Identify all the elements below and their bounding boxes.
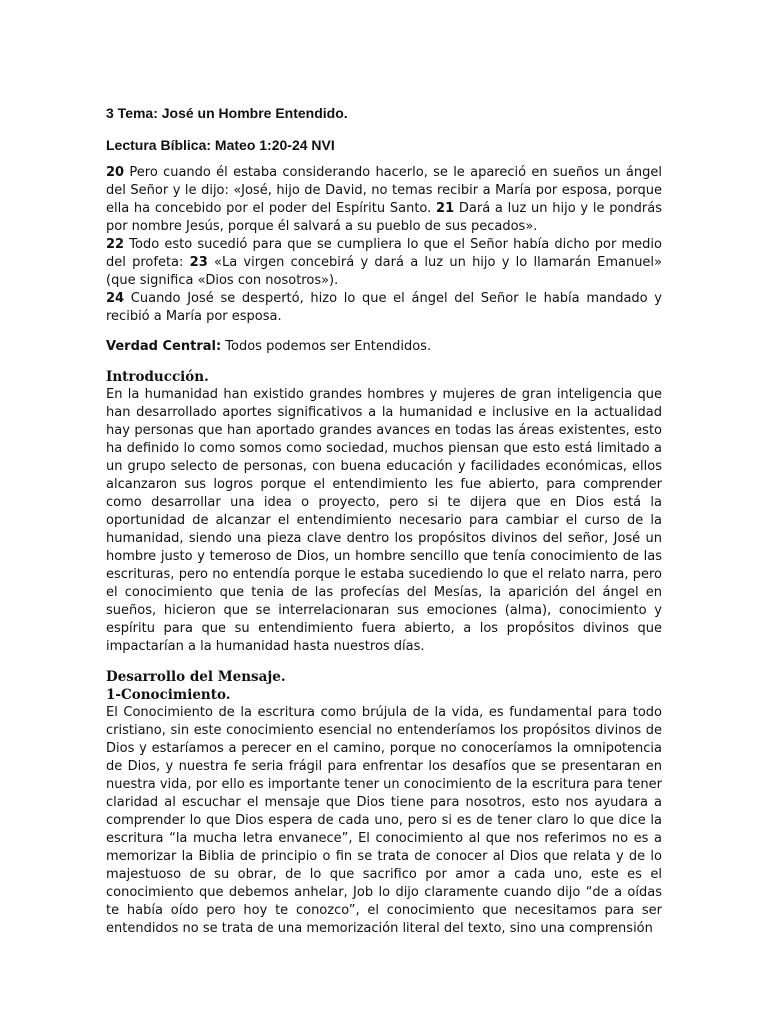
bible-reading-heading: Lectura Bíblica: Mateo 1:20-24 NVI: [106, 137, 335, 153]
verse-text-23: «La virgen concebirá y dará a luz un hijo y lo llamarán Emanuel» (que significa «Dios con nosotros»).: [106, 255, 662, 288]
verse-number-20: 20: [106, 165, 125, 180]
development-paragraph: El Conocimiento de la escritura como brújula de la vida, es fundamental para todo cristiano, sin este conocimiento esencial no entenderíamos los propósitos divinos de Dios y estaríamos a perecer en el camino, porque no conoceríamos la omnipotencia de Dios, y nuestra fe seria frágil para enfrentar los desafíos que se presentaran en nuestra vida, por ello es importante tener un conocimiento de la escritura para tener claridad al escuchar el mensaje que Dios tiene para nosotros, esto nos ayudara a comprender lo que Dios espera de cada uno, pero si es de tener claro lo que dice la escritura “la mucha letra envanece”, El conocimiento al que nos referimos no es a memorizar la Biblia de principio o fin se trata de conocer al Dios que relata y de lo majestuoso de su obrar, de lo que sacrifico por amor a cada uno, este es el conocimiento que debemos anhelar, Job lo dijo claramente cuando dijo “de a oídas te había oído pero hoy te conozco”, el conocimiento que necesitamos para ser entendidos no se trata de una memorización literal del texto, sino una comprensión: [106, 705, 662, 936]
document-page: [106, 104, 662, 938]
verse-text-20: Pero cuando él estaba considerando hacerlo, se le apareció en sueños un ángel del Señor y le dijo: «José, hijo de David, no temas recibir a María por esposa, porque ella ha concebido por el poder del Espíritu Santo.: [106, 165, 662, 216]
verse-number-21: 21: [436, 201, 455, 216]
verse-number-23: 23: [189, 255, 208, 270]
intro-title: Introducción.: [106, 369, 209, 385]
verse-number-24: 24: [106, 291, 125, 306]
verse-text-24: Cuando José se despertó, hizo lo que el ángel del Señor le había mandado y recibió a María por esposa.: [106, 291, 662, 324]
verse-text-21: Dará a luz un hijo y le pondrás por nombre Jesús, porque él salvará a su pueblo de sus pecados».: [106, 201, 662, 234]
development-title: Desarrollo del Mensaje.: [106, 669, 286, 685]
document-title: 3 Tema: José un Hombre Entendido.: [106, 105, 348, 121]
verse-number-22: 22: [106, 237, 125, 252]
scripture-passage: [106, 164, 662, 326]
central-truth-text: Todos podemos ser Entendidos.: [221, 339, 432, 354]
central-truth: [106, 338, 662, 356]
development-subtitle: 1-Conocimiento.: [106, 687, 231, 703]
intro-paragraph: En la humanidad han existido grandes hombres y mujeres de gran inteligencia que han desarrollado aportes significativos a la humanidad e inclusive en la actualidad hay personas que han aportado grandes avances en todas las áreas existentes, esto ha definido lo como somos como sociedad, muchos piensan que esto está limitado a un grupo selecto de personas, con buena educación y facilidades económicas, ellos alcanzaron sus logros porque el entendimiento les fue abierto, para comprender como desarrollar una idea o proyecto, pero si te dijera que en Dios está la oportunidad de alcanzar el entendimiento necesario para cambiar el curso de la humanidad, siendo una pieza clave dentro los propósitos divinos del señor, José un hombre justo y temeroso de Dios, un hombre sencillo que tenía conocimiento de las escrituras, pero no entendía porque le estaba sucediendo lo que el relato narra, pero el conocimiento que tenia de las profecías del Mesías, la aparición del ángel en sueños, hicieron que se interrelacionaran sus emociones (alma), conocimiento y espíritu para que su entendimiento fuera abierto, a los propósitos divinos que impactarían a la humanidad hasta nuestros días.: [106, 387, 662, 654]
central-truth-label: Verdad Central:: [106, 339, 222, 354]
verse-text-22: Todo esto sucedió para que se cumpliera lo que el Señor había dicho por medio del profeta:: [106, 237, 662, 270]
